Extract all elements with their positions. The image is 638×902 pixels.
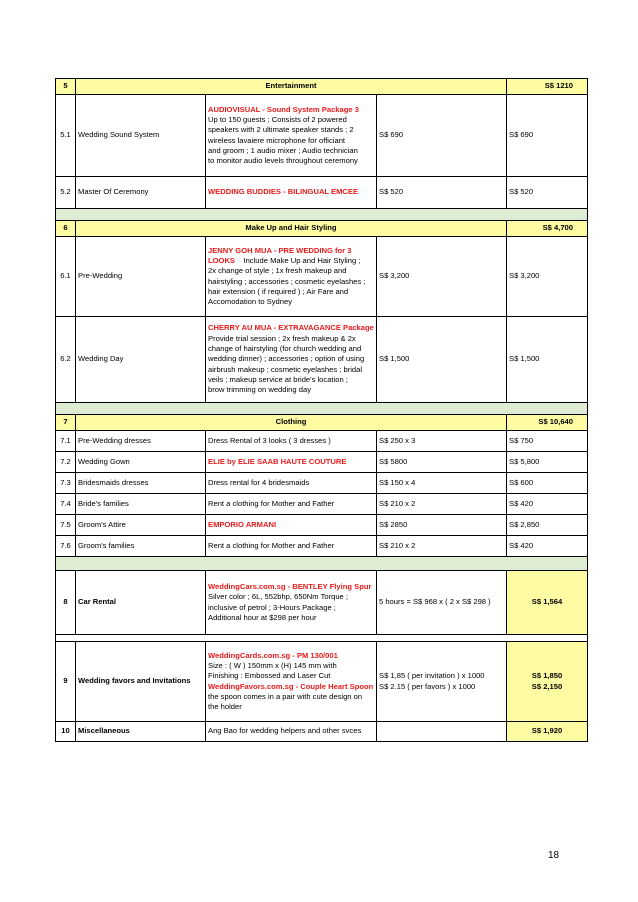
row-number: 10 — [56, 722, 76, 742]
row-subtotal: S$ 690 — [507, 95, 588, 177]
row-price: S$ 2850 — [377, 515, 507, 536]
vendor-name: CHERRY AU MUA - EXTRAVAGANCE Package — [208, 323, 374, 333]
desc-line: hair extension ( if required ) ; Air Fare and — [208, 286, 349, 296]
row-number: 8 — [56, 571, 76, 635]
row-price: S$ 5800 — [377, 452, 507, 473]
section-number: 5 — [56, 79, 76, 95]
desc-line: inclusive of petrol ; 3-Hours Package ; — [208, 602, 336, 612]
row-price: 5 hours = S$ 968 x ( 2 x S$ 298 ) — [377, 571, 507, 635]
row-subtotal: S$ 750 — [507, 431, 588, 452]
page-number: 18 — [548, 850, 560, 861]
row-price: S$ 1,500 — [377, 317, 507, 403]
section-total: S$ 4,700 — [507, 221, 588, 237]
table-row-10 — [56, 722, 588, 742]
table-row — [56, 317, 588, 403]
desc-line: Finishing : Embossed and Laser Cut — [208, 671, 331, 681]
section-header-7 — [56, 415, 588, 431]
row-description — [206, 642, 377, 722]
row-item: Car Rental — [76, 571, 206, 635]
row-price: S$ 150 x 4 — [377, 473, 507, 494]
vendor-name: WEDDING BUDDIES - BILINGUAL EMCEE — [206, 177, 377, 209]
row-number: 9 — [56, 642, 76, 722]
desc-line: Provide trial session ; 2x fresh makeup & 2x — [208, 333, 356, 343]
table-row — [56, 473, 588, 494]
row-price — [377, 722, 507, 742]
row-item: Bride's families — [76, 494, 206, 515]
row-total: S$ 1,920 — [507, 722, 588, 742]
spacer-row — [56, 557, 588, 571]
desc-line: Silver color ; 6L, 552bhp, 650Nm Torque ; — [208, 592, 349, 602]
row-price: S$ 210 x 2 — [377, 494, 507, 515]
row-description: Dress rental for 4 bridesmaids — [206, 473, 377, 494]
section-total: S$ 1210 — [507, 79, 588, 95]
total-line: S$ 2,150 — [531, 681, 563, 691]
section-title: Clothing — [76, 415, 507, 431]
row-description: Rent a clothing for Mother and Father — [206, 494, 377, 515]
row-description — [206, 571, 377, 635]
row-item: Miscellaneous — [76, 722, 206, 742]
row-subtotal: S$ 3,200 — [507, 237, 588, 317]
row-total: S$ 1,564 — [507, 571, 588, 635]
row-number: 6.2 — [56, 317, 76, 403]
spacer — [56, 557, 588, 571]
price-line: S$ 1,85 ( per invitation ) x 1000 — [379, 671, 485, 681]
row-item: Pre-Wedding — [76, 237, 206, 317]
row-description — [206, 237, 377, 317]
row-item: Bridesmaids dresses — [76, 473, 206, 494]
desc-line: change of hairstyling (for church wedding and — [208, 344, 362, 354]
desc-line: Additional hour at $298 per hour — [208, 612, 317, 622]
row-price: S$ 520 — [377, 177, 507, 209]
row-number: 7.6 — [56, 536, 76, 557]
section-title: Entertainment — [76, 79, 507, 95]
row-subtotal: S$ 420 — [507, 536, 588, 557]
desc-line: the spoon comes in a pair with cute design on — [208, 691, 363, 701]
row-item: Master Of Ceremony — [76, 177, 206, 209]
row-subtotal: S$ 420 — [507, 494, 588, 515]
row-description — [206, 95, 377, 177]
table-row-9 — [56, 642, 588, 722]
row-subtotal: S$ 2,850 — [507, 515, 588, 536]
desc-line: and groom ; 1 audio mixer ; Audio technician — [208, 145, 358, 155]
section-header-5 — [56, 79, 588, 95]
section-total: S$ 10,640 — [507, 415, 588, 431]
row-item: Groom's Attire — [76, 515, 206, 536]
desc-line: hairstyling ; accessories ; cosmetic eyelashes ; — [208, 276, 366, 286]
row-item: Groom's families — [76, 536, 206, 557]
price-line: S$ 2.15 ( per favors ) x 1000 — [379, 681, 476, 691]
section-number: 7 — [56, 415, 76, 431]
row-item: Wedding favors and Invitations — [76, 642, 206, 722]
row-price: S$ 210 x 2 — [377, 536, 507, 557]
row-item: Pre-Wedding dresses — [76, 431, 206, 452]
row-number: 7.3 — [56, 473, 76, 494]
desc-line: brow trimming on wedding day — [208, 385, 311, 395]
row-price — [377, 642, 507, 722]
section-title: Make Up and Hair Styling — [76, 221, 507, 237]
row-number: 7.1 — [56, 431, 76, 452]
table-row — [56, 237, 588, 317]
spacer — [56, 635, 588, 642]
vendor-name: WeddingCards.com.sg - PM 130/001 — [208, 650, 338, 660]
vendor-name: EMPORIO ARMANI — [206, 515, 377, 536]
section-number: 6 — [56, 221, 76, 237]
desc-line: the holder — [208, 702, 242, 712]
row-description: Ang Bao for wedding helpers and other svces — [206, 722, 377, 742]
desc-line: speakers with 2 ultimate speaker stands ; 2 — [208, 125, 354, 135]
row-subtotal: S$ 1,500 — [507, 317, 588, 403]
desc-line: Up to 150 guests ; Consists of 2 powered — [208, 114, 347, 124]
spacer-row — [56, 403, 588, 415]
row-total — [507, 642, 588, 722]
row-price: S$ 3,200 — [377, 237, 507, 317]
desc-line: Include Make Up and Hair Styling ; — [243, 255, 361, 265]
budget-table-container — [55, 78, 587, 742]
vendor-name: ELIE by ELIE SAAB HAUTE COUTURE — [206, 452, 377, 473]
vendor-name: WeddingFavors.com.sg - Couple Heart Spoon — [208, 681, 374, 691]
desc-line: veils ; makeup service at bride's location ; — [208, 374, 348, 384]
row-subtotal: S$ 5,800 — [507, 452, 588, 473]
vendor-name: WeddingCars.com.sg - BENTLEY Flying Spur — [208, 581, 372, 591]
row-number: 7.5 — [56, 515, 76, 536]
row-number: 6.1 — [56, 237, 76, 317]
vendor-name: AUDIOVISUAL - Sound System Package 3 — [208, 104, 359, 114]
vendor-name-cont: LOOKS — [208, 255, 236, 265]
row-number: 5.1 — [56, 95, 76, 177]
row-subtotal: S$ 600 — [507, 473, 588, 494]
desc-line: 2x change of style ; 1x fresh makeup and — [208, 266, 347, 276]
row-subtotal: S$ 520 — [507, 177, 588, 209]
row-price: S$ 250 x 3 — [377, 431, 507, 452]
table-row — [56, 536, 588, 557]
row-description — [206, 317, 377, 403]
desc-line: Accomodation to Sydney — [208, 297, 293, 307]
section-header-6 — [56, 221, 588, 237]
table-row — [56, 452, 588, 473]
spacer-row — [56, 635, 588, 642]
table-row-8 — [56, 571, 588, 635]
row-number: 7.4 — [56, 494, 76, 515]
desc-line: to monitor audio levels throughout ceremony — [208, 156, 358, 166]
row-item: Wedding Gown — [76, 452, 206, 473]
table-row — [56, 494, 588, 515]
row-number: 7.2 — [56, 452, 76, 473]
spacer — [56, 403, 588, 415]
spacer-row — [56, 209, 588, 221]
desc-line: wireless lavaiere microphone for officiant — [208, 135, 346, 145]
desc-line: airbrush makeup ; cosmetic eyelashes ; bridal — [208, 364, 363, 374]
budget-table — [55, 78, 588, 742]
table-row — [56, 177, 588, 209]
table-row — [56, 515, 588, 536]
desc-line: wedding dinner) ; accessories ; option of using — [208, 354, 365, 364]
spacer — [56, 209, 588, 221]
row-item: Wedding Day — [76, 317, 206, 403]
total-line: S$ 1,850 — [531, 671, 563, 681]
row-number: 5.2 — [56, 177, 76, 209]
row-item: Wedding Sound System — [76, 95, 206, 177]
table-row — [56, 431, 588, 452]
row-description: Rent a clothing for Mother and Father — [206, 536, 377, 557]
row-price: S$ 690 — [377, 95, 507, 177]
table-row — [56, 95, 588, 177]
desc-line: Size : ( W ) 150mm x (H) 145 mm with — [208, 660, 337, 670]
vendor-name: JENNY GOH MUA - PRE WEDDING for 3 — [208, 245, 352, 255]
row-description: Dress Rental of 3 looks ( 3 dresses ) — [206, 431, 377, 452]
